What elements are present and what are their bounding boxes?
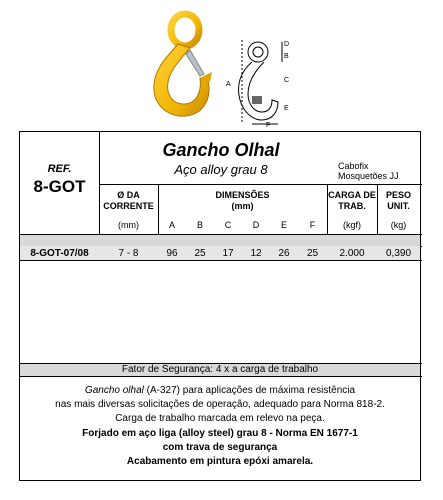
unit-diameter: (mm): [118, 220, 139, 231]
unit-a: A: [168, 220, 175, 231]
label-a: A: [226, 81, 231, 88]
spec-table: [19, 131, 421, 481]
unit-load: (kgf): [343, 220, 361, 231]
label-e: E: [284, 105, 289, 112]
description-product-name: Gancho olhal: [84, 385, 144, 396]
col-dimensions-l2: (mm): [231, 200, 254, 211]
description-line-6: Acabamento em pintura epóxi amarela.: [126, 456, 314, 467]
col-load-l1: CARGA DE: [328, 189, 376, 200]
row-weight: 0,390: [385, 248, 412, 259]
row-load: 2.000: [339, 248, 365, 259]
row-a: 96: [166, 248, 178, 259]
label-d: D: [284, 41, 290, 48]
row-f: 25: [306, 248, 319, 259]
row-e: 26: [278, 248, 290, 259]
unit-e: E: [280, 220, 287, 231]
product-subtitle: Aço alloy grau 8: [174, 161, 268, 177]
brand-line-2: Mosquetões JJ: [338, 171, 399, 182]
row-diameter: 7 - 8: [118, 248, 139, 259]
unit-b: B: [196, 220, 203, 231]
row-c: 17: [222, 248, 234, 259]
hook-technical-drawing: [222, 36, 294, 128]
col-load-l2: TRAB.: [338, 200, 366, 211]
unit-d: D: [252, 220, 260, 231]
col-weight-l1: PESO: [385, 189, 411, 200]
ref-code: 8-GOT: [33, 176, 86, 196]
col-weight-l2: UNIT.: [387, 200, 410, 211]
label-f: F: [266, 122, 271, 128]
row-ref: 8-GOT-07/08: [30, 248, 89, 259]
description-line-3: Carga de trabalho marcada em relevo na peça.: [115, 413, 325, 424]
unit-f: F: [309, 220, 316, 231]
unit-weight: (kg): [390, 220, 407, 231]
ref-label: REF.: [47, 162, 72, 175]
description-line-1-rest: (A-327) para aplicações de máxima resistência: [143, 385, 356, 396]
col-dimensions-l1: DIMENSÕES: [215, 189, 270, 200]
description-line-5: com trava de segurança: [162, 442, 278, 453]
description-line-1: [20, 384, 420, 397]
safety-factor: Fator de Segurança: 4 x a carga de trabalho: [121, 364, 319, 375]
row-b: 25: [194, 248, 206, 259]
col-diameter-l2: CORRENTE: [103, 200, 154, 211]
product-title: Gancho Olhal: [162, 140, 280, 161]
description-line-2: nas mais diversas solicitações de operação, adequado para Norma 818-2.: [55, 399, 385, 410]
row-d: 12: [250, 248, 262, 259]
hook-image: [138, 8, 222, 126]
brand-line-1: Cabofix: [338, 161, 369, 172]
description-line-4: Forjado em aço liga (alloy steel) grau 8 - Norma EN 1677-1: [82, 428, 358, 439]
col-diameter-l1: Ø DA: [117, 189, 140, 200]
unit-c: C: [224, 220, 232, 231]
label-b: B: [284, 53, 289, 60]
label-c: C: [284, 77, 290, 84]
